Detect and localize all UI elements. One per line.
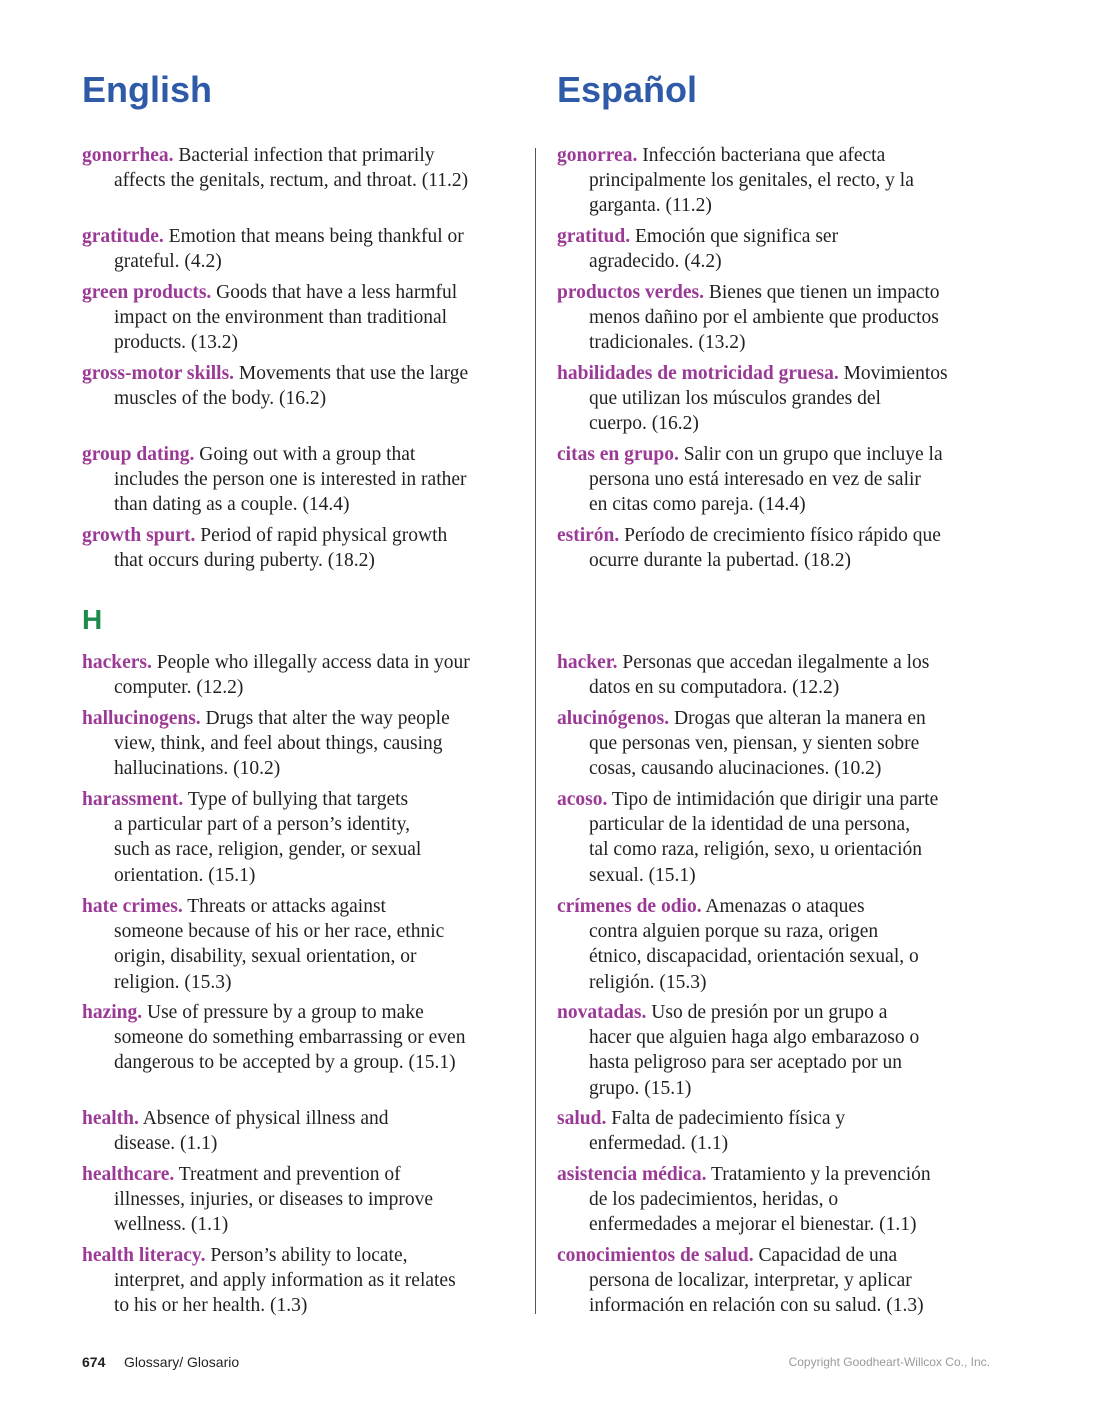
entry-definition: Person’s ability to locate, interpret, and apply information as it relates to his or her health. (1.3) [114, 1245, 456, 1317]
entry-term: gratitud. [557, 226, 631, 247]
entry-definition: Movimientos que utilizan los músculos grandes del cuerpo. (16.2) [589, 363, 948, 435]
glossary-entry-es [557, 143, 1029, 219]
glossary-entry-en [82, 706, 554, 782]
entry-term: salud. [557, 1108, 607, 1129]
glossary-entry-en [82, 280, 554, 356]
entry-term: healthcare. [82, 1164, 175, 1185]
glossary-entry-es [557, 442, 1029, 518]
glossary-entry-es [557, 650, 1029, 700]
entry-definition: Falta de padecimiento física y enfermedad. (1.1) [589, 1108, 846, 1155]
entry-definition: Amenazas o ataques contra alguien porque su raza, origen étnico, discapacidad, orientación sexual, o religión. (15.3) [589, 896, 919, 993]
entry-term: hazing. [82, 1002, 143, 1023]
glossary-entry-en [82, 143, 554, 193]
glossary-entry-en [82, 894, 554, 995]
glossary-entry-en [82, 361, 554, 411]
entry-term: novatadas. [557, 1002, 647, 1023]
entry-term: growth spurt. [82, 525, 196, 546]
entry-definition: Use of pressure by a group to make someone do something embarrassing or even dangerous to be accepted by a group. (15.1) [114, 1002, 466, 1074]
glossary-entry-en [82, 442, 554, 518]
entry-definition: Period of rapid physical growth that occurs during puberty. (18.2) [114, 525, 448, 572]
glossary-entry-es [557, 280, 1029, 356]
entry-term: habilidades de motricidad gruesa. [557, 363, 839, 384]
glossary-entry-en [82, 1162, 554, 1238]
glossary-entry-es [557, 894, 1029, 995]
entry-term: conocimientos de salud. [557, 1245, 754, 1266]
entry-definition: Tipo de intimidación que dirigir una parte particular de la identidad de una persona, tal como raza, religión, sexo, u orientación sexual. (15.1) [589, 789, 939, 886]
glossary-entry-en [82, 1106, 554, 1156]
entry-definition: Emoción que significa ser agradecido. (4.2) [589, 226, 839, 273]
glossary-entry-es [557, 224, 1029, 274]
entry-definition: Goods that have a less harmful impact on the environment than traditional products. (13.2) [114, 282, 458, 354]
entry-definition: Drogas que alteran la manera en que personas ven, piensan, y sienten sobre cosas, causando alucinaciones. (10.2) [589, 708, 926, 780]
entry-term: hate crimes. [82, 896, 183, 917]
section-letter-heading: H [82, 604, 103, 635]
entry-definition: Salir con un grupo que incluye la persona uno está interesado en vez de salir en citas como pareja. (14.4) [589, 444, 943, 516]
entry-definition: Threats or attacks against someone because of his or her race, ethnic origin, disability, sexual orientation, or religion. (15.3) [114, 896, 445, 993]
entry-definition: Bienes que tienen un impacto menos dañino por el ambiente que productos tradicionales. (13.2) [589, 282, 940, 354]
entry-definition: People who illegally access data in your computer. (12.2) [114, 652, 470, 699]
entry-definition: Absence of physical illness and disease. (1.1) [114, 1108, 389, 1155]
footer-section-title: Glossary/ Glosario [124, 1354, 240, 1370]
entry-definition: Movements that use the large muscles of the body. (16.2) [114, 363, 469, 410]
entry-definition: Emotion that means being thankful or grateful. (4.2) [114, 226, 464, 273]
entry-definition: Infección bacteriana que afecta principalmente los genitales, el recto, y la garganta. (11.2) [589, 145, 914, 217]
glossary-entry-es [557, 1243, 1029, 1319]
entry-term: gratitude. [82, 226, 164, 247]
entry-term: group dating. [82, 444, 195, 465]
entry-term: gonorrea. [557, 145, 638, 166]
entry-definition: Uso de presión por un grupo a hacer que alguien haga algo embarazoso o hasta peligroso para ser aceptado por un grupo. (15.1) [589, 1002, 920, 1099]
glossary-entry-en [82, 1243, 554, 1319]
entry-definition: Personas que accedan ilegalmente a los datos en su computadora. (12.2) [589, 652, 930, 699]
entry-term: health literacy. [82, 1245, 206, 1266]
entry-term: gross-motor skills. [82, 363, 235, 384]
entry-term: alucinógenos. [557, 708, 670, 729]
entry-term: estirón. [557, 525, 620, 546]
entry-term: citas en grupo. [557, 444, 679, 465]
entry-definition: Capacidad de una persona de localizar, interpretar, y aplicar información en relación con su salud. (1.3) [589, 1245, 924, 1317]
copyright-notice: Copyright Goodheart-Willcox Co., Inc. [788, 1355, 990, 1369]
entry-definition: Bacterial infection that primarily affects the genitals, rectum, and throat. (11.2) [114, 145, 469, 192]
entry-term: asistencia médica. [557, 1164, 707, 1185]
entry-term: harassment. [82, 789, 184, 810]
entry-term: hallucinogens. [82, 708, 201, 729]
entry-term: hackers. [82, 652, 152, 673]
glossary-entry-es [557, 706, 1029, 782]
entry-term: productos verdes. [557, 282, 704, 303]
entry-term: hacker. [557, 652, 618, 673]
page-number: 674 [82, 1354, 106, 1370]
entry-term: gonorrhea. [82, 145, 174, 166]
entry-definition: Tratamiento y la prevención de los padecimientos, heridas, o enfermedades a mejorar el bienestar. (1.1) [589, 1164, 931, 1236]
glossary-entry-en [82, 1000, 554, 1076]
glossary-entry-en [82, 650, 554, 700]
glossary-entry-es [557, 1000, 1029, 1101]
entry-definition: Going out with a group that includes the person one is interested in rather than dating as a couple. (14.4) [114, 444, 467, 516]
glossary-entry-en [82, 787, 554, 888]
glossary-entry-es [557, 523, 1029, 573]
spanish-column-heading: Español [557, 69, 698, 110]
entry-definition: Treatment and prevention of illnesses, injuries, or diseases to improve wellness. (1.1) [114, 1164, 433, 1236]
glossary-entry-es [557, 1106, 1029, 1156]
entry-term: acoso. [557, 789, 608, 810]
glossary-entry-es [557, 787, 1029, 888]
glossary-entry-es [557, 361, 1029, 437]
entry-term: health. [82, 1108, 139, 1129]
glossary-entry-es [557, 1162, 1029, 1238]
entry-definition: Drugs that alter the way people view, think, and feel about things, causing hallucinations. (10.2) [114, 708, 450, 780]
entry-term: green products. [82, 282, 212, 303]
entry-term: crímenes de odio. [557, 896, 702, 917]
english-column-heading: English [82, 69, 213, 110]
glossary-entry-en [82, 523, 554, 573]
entry-definition: Type of bullying that targets a particular part of a person’s identity, such as race, religion, gender, or sexual orientation. (15.1) [114, 789, 422, 886]
glossary-entry-en [82, 224, 554, 274]
entry-definition: Período de crecimiento físico rápido que ocurre durante la pubertad. (18.2) [589, 525, 941, 572]
